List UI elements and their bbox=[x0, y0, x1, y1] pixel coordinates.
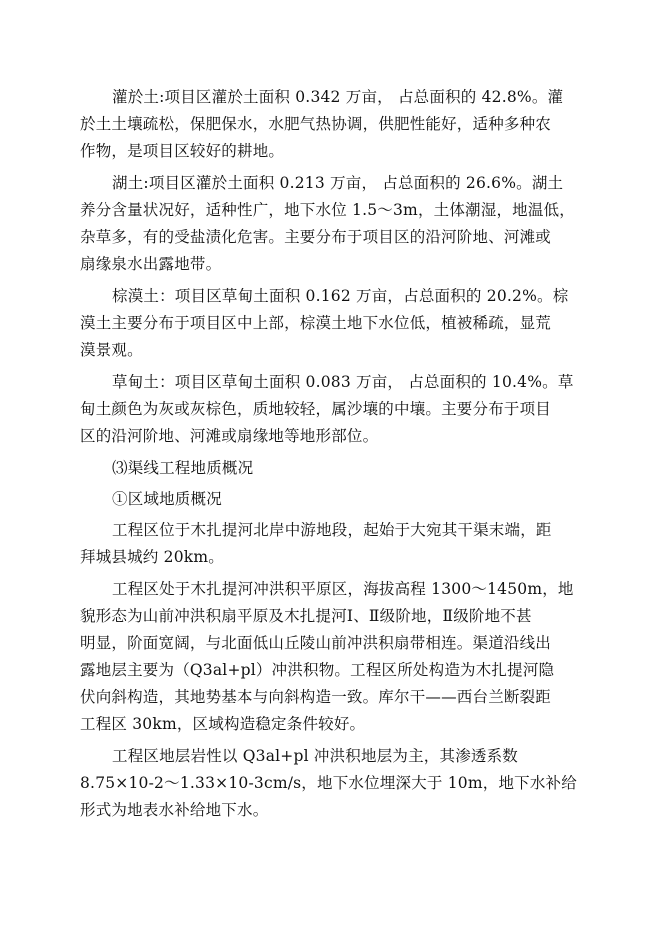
paragraph-6-line-1: 工程区处于木扎提河冲洪积平原区，海拔高程 1300～1450m，地 bbox=[112, 580, 574, 598]
paragraph-3-line-3: 漠景观。 bbox=[80, 341, 143, 359]
paragraph-6-line-6: 工程区 30km，区域构造稳定条件较好。 bbox=[80, 715, 366, 733]
paragraph-7-line-1: 工程区地层岩性以 Q3al+pl 冲洪积地层为主，其渗透系数 bbox=[112, 747, 518, 765]
paragraph-1-line-2: 於土土壤疏松，保肥保水，水肥气热协调，供肥性能好，适种多种农 bbox=[80, 115, 552, 133]
paragraph-1-line-3: 作物，是项目区较好的耕地。 bbox=[80, 142, 285, 160]
paragraph-6-line-2: 貌形态为山前冲洪积扇平原及木扎提河Ⅰ、Ⅱ级阶地，Ⅱ级阶地不甚 bbox=[80, 607, 532, 625]
paragraph-2-line-2: 养分含量状况好，适种性广，地下水位 1.5～3m，土体潮湿，地温低， bbox=[80, 201, 575, 219]
paragraph-7-line-2: 8.75×10-2～1.33×10-3cm/s，地下水位埋深大于 10m，地下水补给 bbox=[80, 774, 577, 792]
paragraph-4-line-3: 区的沿河阶地、河滩或扇缘地等地形部位。 bbox=[80, 427, 379, 445]
paragraph-7-line-3: 形式为地表水补给地下水。 bbox=[80, 801, 269, 819]
paragraph-5-line-2: 拜城县城约 20km。 bbox=[80, 548, 224, 566]
section-heading-canal-geology: ⑶渠线工程地质概况 bbox=[112, 459, 254, 477]
paragraph-6-line-4: 露地层主要为（Q3al+pl）冲洪积物。工程区所处构造为木扎提河隐 bbox=[80, 661, 555, 679]
paragraph-3-line-2: 漠土主要分布于项目区中上部，棕漠土地下水位低，植被稀疏，显荒 bbox=[80, 314, 552, 332]
paragraph-5-line-1: 工程区位于木扎提河北岸中游地段，起始于大宛其干渠末端，距 bbox=[112, 521, 552, 539]
subsection-heading-regional-geology: ①区域地质概况 bbox=[112, 490, 222, 508]
paragraph-4-line-1: 草甸土：项目区草甸土面积 0.083 万亩， 占总面积的 10.4%。草 bbox=[112, 373, 574, 391]
paragraph-4-line-2: 甸土颜色为灰或灰棕色，质地较轻，属沙壤的中壤。主要分布于项目 bbox=[80, 400, 552, 418]
paragraph-2-line-1: 湖土:项目区灌於土面积 0.213 万亩， 占总面积的 26.6%。湖土 bbox=[112, 174, 564, 192]
paragraph-3-line-1: 棕漠土：项目区草甸土面积 0.162 万亩，占总面积的 20.2%。棕 bbox=[112, 287, 569, 305]
paragraph-2-line-4: 扇缘泉水出露地带。 bbox=[80, 255, 222, 273]
paragraph-1-line-1: 灌於土:项目区灌於土面积 0.342 万亩， 占总面积的 42.8%。灌 bbox=[112, 88, 564, 106]
paragraph-6-line-3: 明显，阶面宽阔，与北面低山丘陵山前冲洪积扇带相连。渠道沿线出 bbox=[80, 634, 552, 652]
paragraph-6-line-5: 伏向斜构造，其地势基本与向斜构造一致。库尔干——西台兰断裂距 bbox=[80, 688, 552, 706]
paragraph-2-line-3: 杂草多，有的受盐渍化危害。主要分布于项目区的沿河阶地、河滩或 bbox=[80, 228, 552, 246]
